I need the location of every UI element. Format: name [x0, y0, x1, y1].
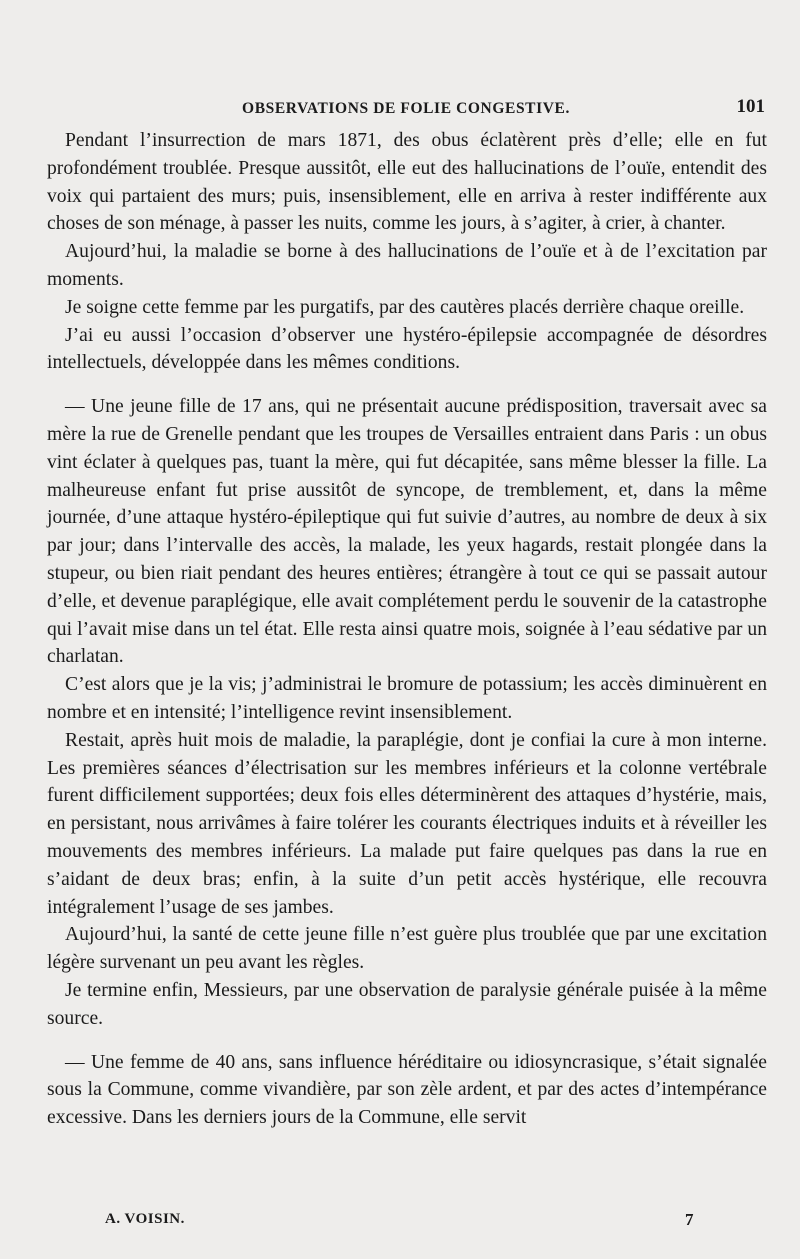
- paragraph: Pendant l’insurrection de mars 1871, des obus éclatèrent près d’elle; elle en fut profondément troublée. Presque aussitôt, elle eut des hallucinations de l’ouïe, entendit des voix qui partaient des murs; puis, insensiblement, elle en arriva à rester indifférente aux choses de son ménage, à passer les nuits, comme les jours, à s’agiter, à crier, à chanter.: [47, 130, 767, 235]
- running-header: [47, 96, 765, 122]
- paragraph: Je soigne cette femme par les purgatifs, par des cautères placés derrière chaque oreille.: [65, 296, 745, 318]
- sheet-number: 7: [685, 1210, 694, 1229]
- page-number: 101: [736, 96, 765, 117]
- paragraph: Aujourd’hui, la santé de cette jeune fille n’est guère plus troublée que par une excitation légère survenant un peu avant les règles.: [47, 924, 767, 974]
- paragraph: Restait, après huit mois de maladie, la paraplégie, dont je confiai la cure à mon interne. Les premières séances d’électrisation sur les membres inférieurs et la colonne vertébrale furent difficilement supportées; deux fois elles déterminèrent des attaques d’hystérie, mais, en persistant, nous arrivâmes à faire tolérer les courants électriques induits et à réveiller les mouvements des membres inférieurs. La malade put faire quelques pas dans la rue en s’aidant de deux bras; enfin, à la suite d’un petit accès hystérique, elle recouvra intégralement l’usage de ses jambes.: [47, 729, 767, 918]
- running-title: OBSERVATIONS DE FOLIE CONGESTIVE.: [242, 100, 570, 117]
- body-text: [47, 127, 767, 1132]
- paragraph: Je termine enfin, Messieurs, par une observation de paralysie générale puisée à la même source.: [47, 979, 767, 1029]
- paragraph: Aujourd’hui, la maladie se borne à des hallucinations de l’ouïe et à de l’excitation par moments.: [47, 241, 767, 290]
- paragraph: J’ai eu aussi l’occasion d’observer une hystéro-épilepsie accompagnée de désordres intellectuels, développée dans les mêmes conditions.: [47, 324, 767, 374]
- case-paragraph: — Une femme de 40 ans, sans influence héréditaire ou idiosyncrasique, s’était signalée sous la Commune, comme vivandière, par son zèle ardent, et par des actes d’intempérance excessive. Dans les derniers jours de la Commune, elle servit: [47, 1051, 767, 1129]
- signature-mark: A. VOISIN.: [105, 1211, 185, 1227]
- page-footer: [47, 1211, 767, 1235]
- paragraph: C’est alors que je la vis; j’administrai le bromure de potassium; les accès diminuèrent en nombre et en intensité; l’intelligence revint insensiblement.: [47, 674, 767, 723]
- case-paragraph: — Une jeune fille de 17 ans, qui ne présentait aucune prédisposition, traversait avec sa mère la rue de Grenelle pendant que les troupes de Versailles entraient dans Paris : un obus vint éclater à quelques pas, tuant la mère, qui fut décapitée, sans même blesser la fille. La malheureuse enfant fut prise aussitôt de syncope, de tremblement, et, dans la même journée, d’une attaque hystéro-épileptique qui fut suivie d’autres, au nombre de deux à six par jour; dans l’intervalle des accès, la malade, les yeux hagards, restait plongée dans la stupeur, ou bien riait pendant des heures entières; étrangère à tout ce qui se passait autour d’elle, et devenue paraplégique, elle avait complétement perdu le souvenir de la catastrophe qui l’avait mise dans un tel état. Elle resta ainsi quatre mois, soignée à l’eau sédative par un charlatan.: [47, 396, 767, 668]
